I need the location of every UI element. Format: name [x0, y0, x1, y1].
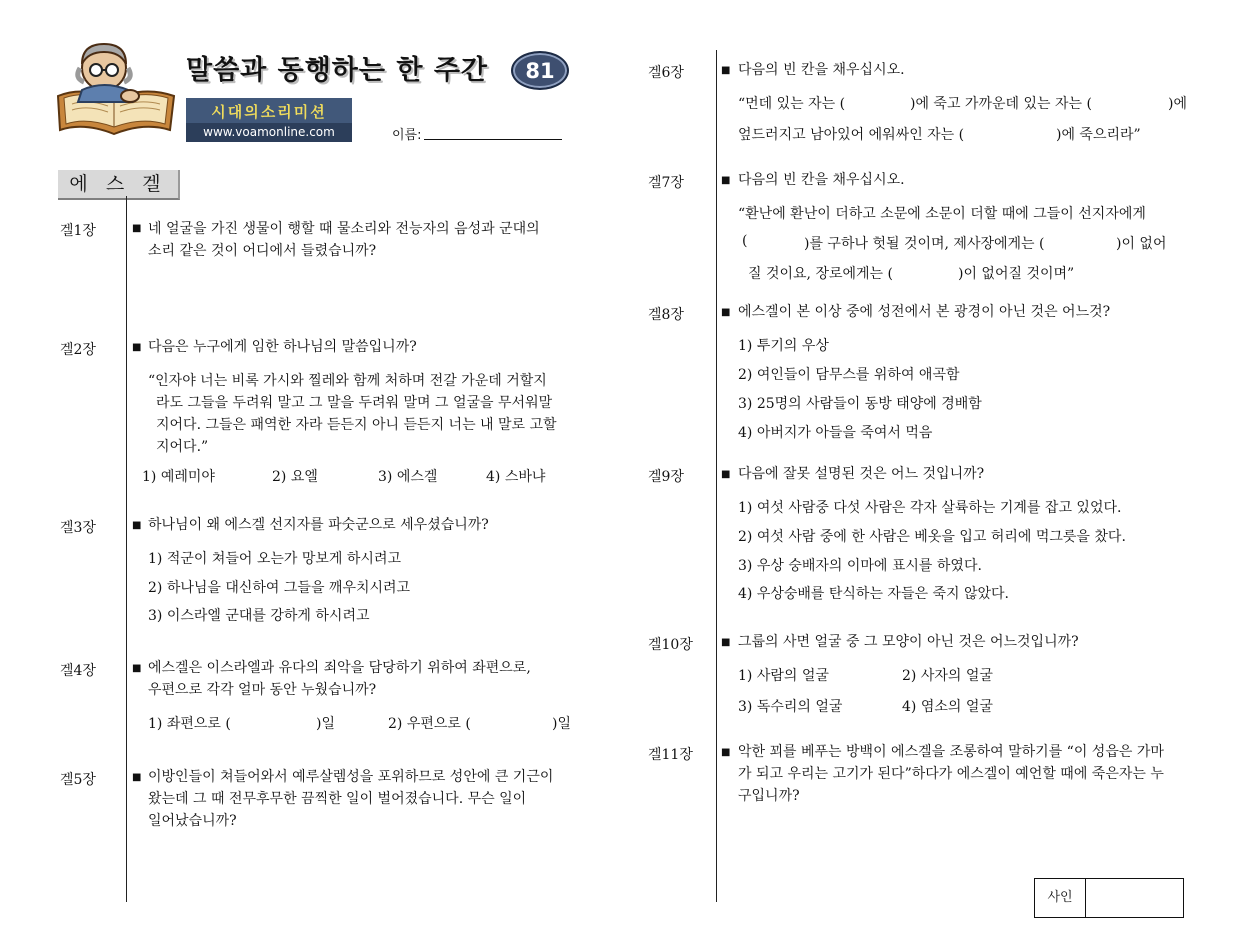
book-title-tab: 에 스 겔	[58, 170, 180, 200]
question-line: 다음의 빈 칸을 채우십시오.	[738, 172, 905, 188]
answer-option[interactable]: 4) 스바냐	[486, 469, 546, 485]
fill-text: )에	[1168, 96, 1187, 112]
answer-option[interactable]: 3) 25명의 사람들이 동방 태양에 경배함	[738, 396, 982, 412]
chapter-label: 겔8장	[648, 307, 684, 323]
question-line: 가 되고 우리는 고기가 된다”하다가 에스겔이 예언할 때에 죽은자는 누	[738, 766, 1164, 782]
fill-text: “환난에 환난이 더하고 소문에 소문이 더할 때에 그들이 선지자에게	[738, 206, 1146, 222]
fill-text: )를 구하나 헛될 것이며, 제사장에게는 (	[804, 236, 1045, 252]
question-line: 악한 꾀를 베푸는 방백이 에스겔을 조롱하여 말하기를 “이 성읍은 가마	[738, 744, 1164, 760]
question-line: 일어났습니까?	[148, 813, 237, 829]
bullet-icon: ■	[721, 307, 731, 318]
left-column-divider	[126, 196, 127, 902]
question-line: 다음의 빈 칸을 채우십시오.	[738, 62, 905, 78]
right-column-divider	[716, 50, 717, 902]
answer-option[interactable]: 4) 염소의 얼굴	[902, 699, 993, 715]
bullet-icon: ■	[132, 772, 142, 783]
question-text	[148, 657, 618, 701]
question-line: 다음에 잘못 설명된 것은 어느 것입니까?	[738, 466, 985, 482]
chapter-label: 겔6장	[648, 65, 684, 81]
question-line: 구입니까?	[738, 788, 800, 804]
fill-text: )에 죽으리라”	[1056, 127, 1141, 143]
answer-option[interactable]: 3) 우상 숭배자의 이마에 표시를 하였다.	[738, 558, 982, 574]
fill-text: (	[742, 233, 748, 249]
answer-option[interactable]: 1) 투기의 우상	[738, 338, 829, 354]
question-text	[148, 766, 618, 832]
answer-option[interactable]: 4) 우상숭배를 탄식하는 자들은 죽지 않았다.	[738, 586, 1009, 602]
quote-line: 라도 그들을 두려워 말고 그 말을 두려워 말며 그 얼굴을 무서워말	[156, 395, 553, 411]
question-line: 소리 같은 것이 어디에서 들렸습니까?	[148, 243, 377, 259]
answer-blank-left-unit: )일	[316, 716, 335, 732]
chapter-label: 겔3장	[60, 520, 96, 536]
answer-option[interactable]: 1) 사람의 얼굴	[738, 668, 829, 684]
chapter-label: 겔1장	[60, 223, 96, 239]
answer-option[interactable]: 2) 요엘	[272, 469, 318, 485]
chapter-label: 겔2장	[60, 342, 96, 358]
question-line: 에스겔은 이스라엘과 유다의 죄악을 담당하기 위하여 좌편으로,	[148, 660, 531, 676]
chapter-label: 겔9장	[648, 469, 684, 485]
brand-url: www.voamonline.com	[186, 123, 352, 142]
answer-option[interactable]: 1) 예레미야	[142, 469, 215, 485]
bullet-icon: ■	[132, 520, 142, 531]
bullet-icon: ■	[721, 637, 731, 648]
quote-line: 지어다. 그들은 패역한 자라 듣든지 아니 듣든지 너는 내 말로 고할	[156, 417, 557, 433]
question-line: 하나님이 왜 에스겔 선지자를 파숫군으로 세우셨습니까?	[148, 517, 489, 533]
question-line: 네 얼굴을 가진 생물이 행할 때 물소리와 전능자의 음성과 군대의	[148, 221, 540, 237]
chapter-label: 겔11장	[648, 747, 693, 763]
answer-blank-right-unit: )일	[552, 716, 571, 732]
bullet-icon: ■	[721, 469, 731, 480]
answer-option[interactable]: 2) 여섯 사람 중에 한 사람은 베옷을 입고 허리에 먹그릇을 찼다.	[738, 529, 1126, 545]
answer-option[interactable]: 3) 이스라엘 군대를 강하게 하시려고	[148, 608, 370, 624]
quote-line: “인자야 너는 비록 가시와 찔레와 함께 처하며 전갈 가운데 거할지	[148, 373, 547, 389]
chapter-label: 겔10장	[648, 637, 693, 653]
fill-text: )이 없어질 것이며”	[958, 266, 1075, 282]
answer-option[interactable]: 1) 적군이 쳐들어 오는가 망보게 하시려고	[148, 551, 402, 567]
question-text	[738, 741, 1208, 807]
bullet-icon: ■	[721, 175, 731, 186]
bullet-icon: ■	[721, 65, 731, 76]
bullet-icon: ■	[132, 223, 142, 234]
fill-text: 엎드러지고 남아있어 에워싸인 자는 (	[738, 127, 965, 143]
fill-text: 질 것이요, 장로에게는 (	[748, 266, 893, 282]
bullet-icon: ■	[132, 342, 142, 353]
reading-grandpa-logo	[52, 38, 180, 138]
answer-option[interactable]: 2) 사자의 얼굴	[902, 668, 993, 684]
quote-text	[148, 370, 608, 458]
answer-option[interactable]: 3) 독수리의 얼굴	[738, 699, 843, 715]
name-input-line[interactable]	[424, 139, 562, 140]
quote-line: 지어다.”	[156, 439, 209, 455]
name-label: 이름:	[392, 128, 422, 143]
question-line: 왔는데 그 때 전무후무한 끔찍한 일이 벌어졌습니다. 무슨 일이	[148, 791, 527, 807]
question-line: 우편으로 각각 얼마 동안 누웠습니까?	[148, 682, 377, 698]
answer-option[interactable]: 3) 에스겔	[378, 469, 438, 485]
brand-name: 시대의소리미션	[211, 103, 327, 121]
answer-blank-left[interactable]: 1) 좌편으로 (	[148, 716, 231, 732]
fill-text: “먼데 있는 자는 (	[738, 96, 846, 112]
bullet-icon: ■	[132, 663, 142, 674]
page-title: 말씀과 동행하는 한 주간	[186, 55, 489, 86]
bullet-icon: ■	[721, 747, 731, 758]
chapter-label: 겔4장	[60, 663, 96, 679]
chapter-label: 겔5장	[60, 772, 96, 788]
answer-option[interactable]: 1) 여섯 사람중 다섯 사람은 각자 살륙하는 기계를 잡고 있었다.	[738, 500, 1122, 516]
chapter-label: 겔7장	[648, 175, 684, 191]
issue-number-badge: 81	[511, 51, 569, 90]
answer-option[interactable]: 2) 하나님을 대신하여 그들을 깨우치시려고	[148, 580, 411, 596]
question-line: 에스겔이 본 이상 중에 성전에서 본 광경이 아닌 것은 어느것?	[738, 304, 1111, 320]
answer-option[interactable]: 2) 여인들이 담무스를 위하여 애곡함	[738, 367, 960, 383]
fill-text: )에 죽고 가까운데 있는 자는 (	[910, 96, 1092, 112]
fill-text: )이 없어	[1116, 236, 1167, 252]
question-line: 그룹의 사면 얼굴 중 그 모양이 아닌 것은 어느것입니까?	[738, 634, 1079, 650]
signature-label: 사인	[1035, 879, 1086, 917]
brand-box	[186, 98, 352, 142]
answer-option[interactable]: 4) 아버지가 아들을 죽여서 먹음	[738, 425, 933, 441]
signature-box[interactable]	[1034, 878, 1184, 918]
question-line: 이방인들이 쳐들어와서 예루살렘성을 포위하므로 성안에 큰 기근이	[148, 769, 554, 785]
answer-blank-right[interactable]: 2) 우편으로 (	[388, 716, 471, 732]
question-text	[148, 218, 618, 262]
question-line: 다음은 누구에게 임한 하나님의 말씀입니까?	[148, 339, 417, 355]
